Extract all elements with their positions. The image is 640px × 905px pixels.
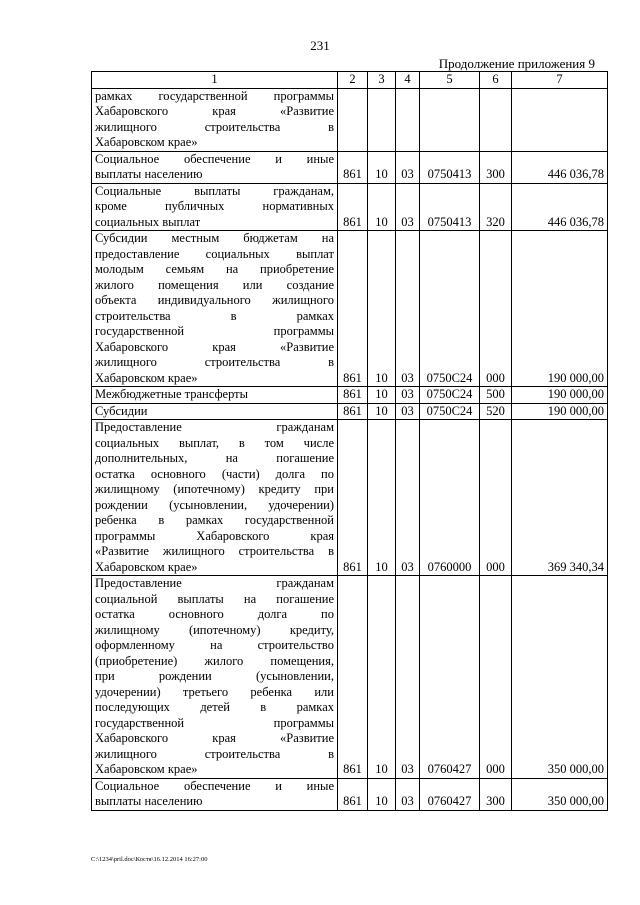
subsection-cell: 03 <box>396 778 420 810</box>
ministry-code-cell: 861 <box>338 151 368 183</box>
target-article-cell <box>420 88 480 151</box>
target-article-cell: 0760427 <box>420 778 480 810</box>
budget-table <box>91 71 608 811</box>
expense-type-cell <box>480 88 512 151</box>
target-article-cell: 0750С24 <box>420 387 480 404</box>
header-cell-4: 4 <box>396 72 420 89</box>
row-name-cell <box>92 88 338 151</box>
subsection-cell: 03 <box>396 183 420 231</box>
row-name-line: Хабаровском крае» <box>95 135 198 149</box>
header-cell-6: 6 <box>480 72 512 89</box>
target-article-cell: 0760427 <box>420 576 480 779</box>
row-name-line: государственной программы <box>95 324 334 338</box>
ministry-code-cell: 861 <box>338 403 368 420</box>
row-name-line: выплаты населению <box>95 794 203 808</box>
ministry-code-cell: 861 <box>338 576 368 779</box>
row-name-line: Межбюджетные трансферты <box>95 387 249 401</box>
section-cell: 10 <box>368 387 396 404</box>
header-row <box>92 72 608 89</box>
row-name-line: социальной выплаты на погашение <box>95 591 334 606</box>
row-name-line: при рождении (усыновлении, <box>95 669 334 683</box>
subsection-cell: 03 <box>396 403 420 420</box>
row-name-line: оформленному на строительство <box>95 638 334 652</box>
header-cell-1: 1 <box>92 72 338 89</box>
table-row <box>92 420 608 576</box>
section-cell <box>368 88 396 151</box>
section-cell: 10 <box>368 778 396 810</box>
row-name-line: удочерении) третьего ребенка или <box>95 684 334 699</box>
row-name-cell <box>92 231 338 387</box>
row-name-line: (приобретение) жилого помещения, <box>95 653 334 668</box>
amount-cell: 190 000,00 <box>512 387 608 404</box>
amount-cell <box>512 88 608 151</box>
header-cell-3: 3 <box>368 72 396 89</box>
row-name-line: жилищного строительства в <box>95 746 334 761</box>
expense-type-cell: 000 <box>480 576 512 779</box>
row-name-line: Хабаровском крае» <box>95 559 198 574</box>
row-name-line: Хабаровском крае» <box>95 762 198 776</box>
row-name-line: жилищного строительства в <box>95 355 334 369</box>
expense-type-cell: 000 <box>480 231 512 387</box>
row-name-line: «Развитие жилищного строительства в <box>95 544 334 558</box>
row-name-line: последующих детей в рамках <box>95 700 334 714</box>
row-name-line: жилищного строительства в <box>95 119 334 134</box>
footer-path: C:\1234\pril.doc\Костя\16.12.2014 16:27:00 <box>91 856 208 863</box>
table-row <box>92 778 608 810</box>
amount-cell: 350 000,00 <box>512 778 608 810</box>
section-cell: 10 <box>368 420 396 576</box>
table-row <box>92 151 608 183</box>
row-name-line: рамках государственной программы <box>95 88 334 103</box>
row-name-line: строительства в рамках <box>95 308 334 323</box>
row-name-line: жилого помещения или создание <box>95 277 334 292</box>
row-name-line: остатка основного долга по <box>95 607 334 621</box>
row-name-cell <box>92 403 338 420</box>
table-body <box>92 88 608 810</box>
section-cell: 10 <box>368 183 396 231</box>
section-cell: 10 <box>368 151 396 183</box>
row-name-line: государственной программы <box>95 715 334 730</box>
amount-cell: 369 340,34 <box>512 420 608 576</box>
header-cell-2: 2 <box>338 72 368 89</box>
table-row <box>92 403 608 420</box>
row-name-line: Социальные выплаты гражданам, <box>95 183 334 198</box>
subsection-cell: 03 <box>396 576 420 779</box>
expense-type-cell: 320 <box>480 183 512 231</box>
amount-cell: 190 000,00 <box>512 231 608 387</box>
expense-type-cell: 300 <box>480 151 512 183</box>
row-name-line: Хабаровского края «Развитие <box>95 339 334 354</box>
row-name-line: программы Хабаровского края <box>95 528 334 543</box>
target-article-cell: 0750413 <box>420 151 480 183</box>
table-row <box>92 231 608 387</box>
row-name-cell <box>92 778 338 810</box>
ministry-code-cell: 861 <box>338 231 368 387</box>
row-name-line: рождении (усыновлении, удочерении) <box>95 497 334 512</box>
row-name-line: объекта индивидуального жилищного <box>95 293 334 307</box>
row-name-cell <box>92 183 338 231</box>
row-name-line: Предоставление гражданам <box>95 420 334 434</box>
row-name-cell <box>92 576 338 779</box>
expense-type-cell: 000 <box>480 420 512 576</box>
section-cell: 10 <box>368 231 396 387</box>
table-row <box>92 387 608 404</box>
header-cell-5: 5 <box>420 72 480 89</box>
row-name-cell <box>92 387 338 404</box>
subsection-cell: 03 <box>396 231 420 387</box>
row-name-line: остатка основного (части) долга по <box>95 466 334 481</box>
table-row <box>92 576 608 779</box>
continuation-label: Продолжение приложения 9 <box>438 56 595 71</box>
budget-table-wrapper <box>91 71 608 811</box>
row-name-line: социальных выплат <box>95 214 201 229</box>
ministry-code-cell: 861 <box>338 387 368 404</box>
row-name-line: Хабаровского края «Развитие <box>95 731 334 745</box>
row-name-line: социальных выплат, в том числе <box>95 435 334 450</box>
row-name-line: выплаты населению <box>95 167 203 181</box>
row-name-line: Хабаровского края «Развитие <box>95 104 334 118</box>
amount-cell: 350 000,00 <box>512 576 608 779</box>
table-row <box>92 88 608 151</box>
expense-type-cell: 300 <box>480 778 512 810</box>
row-name-line: молодым семьям на приобретение <box>95 262 334 276</box>
row-name-line: Социальное обеспечение и иные <box>95 151 334 166</box>
target-article-cell: 0750413 <box>420 183 480 231</box>
expense-type-cell: 500 <box>480 387 512 404</box>
row-name-cell <box>92 151 338 183</box>
row-name-line: ребенка в рамках государственной <box>95 513 334 527</box>
row-name-cell <box>92 420 338 576</box>
ministry-code-cell <box>338 88 368 151</box>
row-name-line: Субсидии местным бюджетам на <box>95 231 334 245</box>
amount-cell: 446 036,78 <box>512 151 608 183</box>
row-name-line: Хабаровском крае» <box>95 370 198 385</box>
target-article-cell: 0750С24 <box>420 403 480 420</box>
subsection-cell <box>396 88 420 151</box>
subsection-cell: 03 <box>396 420 420 576</box>
row-name-line: жилищному (ипотечному) кредиту при <box>95 482 334 496</box>
expense-type-cell: 520 <box>480 403 512 420</box>
row-name-line: кроме публичных нормативных <box>95 199 334 213</box>
section-cell: 10 <box>368 576 396 779</box>
subsection-cell: 03 <box>396 387 420 404</box>
ministry-code-cell: 861 <box>338 183 368 231</box>
amount-cell: 446 036,78 <box>512 183 608 231</box>
target-article-cell: 0750С24 <box>420 231 480 387</box>
row-name-line: Социальное обеспечение и иные <box>95 778 334 793</box>
section-cell: 10 <box>368 403 396 420</box>
target-article-cell: 0760000 <box>420 420 480 576</box>
subsection-cell: 03 <box>396 151 420 183</box>
ministry-code-cell: 861 <box>338 420 368 576</box>
ministry-code-cell: 861 <box>338 778 368 810</box>
table-row <box>92 183 608 231</box>
row-name-line: дополнительных, на погашение <box>95 451 334 465</box>
row-name-line: Предоставление гражданам <box>95 576 334 590</box>
amount-cell: 190 000,00 <box>512 403 608 420</box>
row-name-line: жилищному (ипотечному) кредиту, <box>95 622 334 637</box>
row-name-line: предоставление социальных выплат <box>95 246 334 261</box>
header-cell-7: 7 <box>512 72 608 89</box>
page-number: 231 <box>310 38 330 53</box>
row-name-line: Субсидии <box>95 403 148 418</box>
